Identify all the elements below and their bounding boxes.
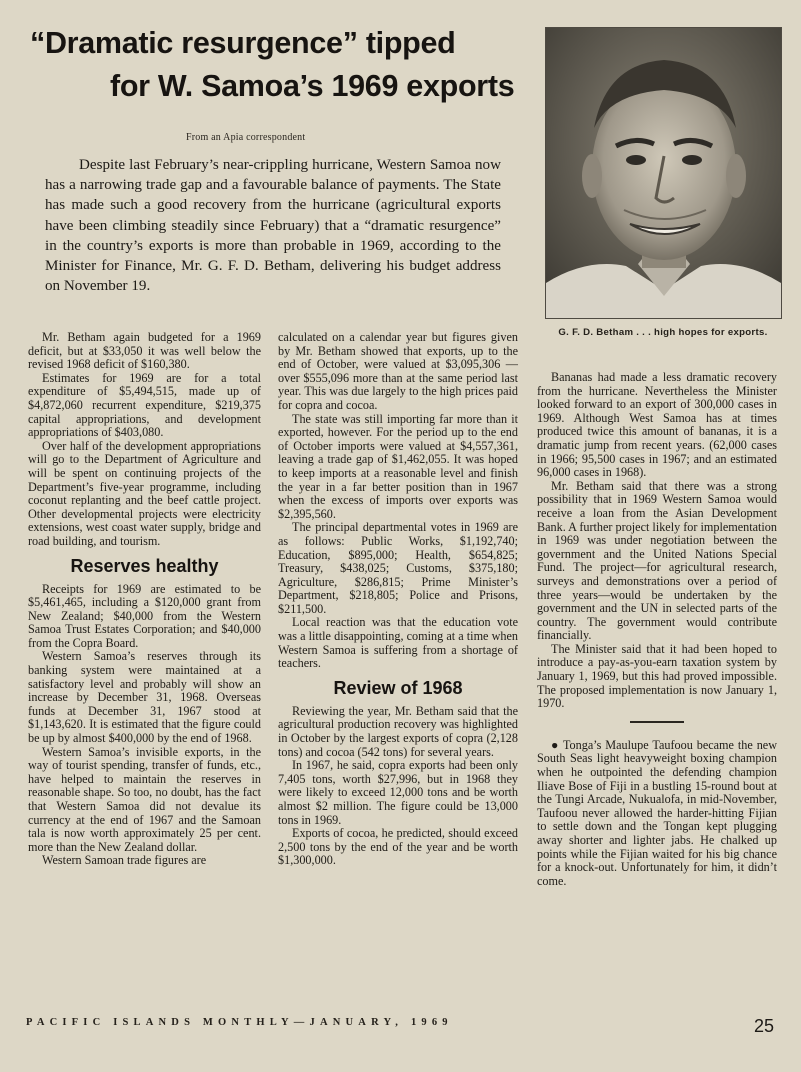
- paragraph: Mr. Betham said that there was a strong possibility that in 1969 Western Samoa would receive a loan from the Asian Development Bank. A further project likely for implementation in 1969 was under negotiation between the government and the United Nations Special Fund. The project—for agricultural research, surveys and demonstrations over a period of three years—would be undertaken by the government and the UN in selected parts of the country. The government would contribute financially.: [537, 478, 777, 643]
- paragraph: Mr. Betham again budgeted for a 1969 deficit, but at $33,050 it was well below the revised 1968 deficit of $160,380.: [28, 330, 261, 372]
- headline: [28, 22, 528, 108]
- page-number: 25: [754, 1016, 775, 1036]
- paragraph: The Minister said that it had been hoped to introduce a pay-as-you-earn taxation system by January 1, 1969, but this had proved impossible. The proposed implementation is now January 1, 1970.: [537, 641, 777, 711]
- running-footer: PACIFIC ISLANDS MONTHLY—JANUARY, 1969: [26, 1017, 453, 1028]
- paragraph: The state was still importing far more than it exported, however. For the period up to the end of October imports were valued at $4,557,361, leaving a trade gap of $1,462,055. It was hoped to keep imports at a reasonable level and finish the year in a far better position than in 1967 when the excess of imports over exports was $2,395,560.: [278, 411, 518, 521]
- paragraph: calculated on a calendar year but figures given by Mr. Betham showed that exports, up to the end of October, were valued at $3,095,306 —over $555,096 more than at the same period last year. This was due largely to the high prices paid for copra and cocoa.: [278, 330, 518, 412]
- paragraph: Western Samoa’s invisible exports, in the way of tourist spending, transfer of funds, etc., have helped to maintain the reserves in reasonable shape. So too, no doubt, has the fact that Western Samoa did not devalue its currency at the end of 1967 and the Samoan tala is now worth approximately 25 per cent. more than the New Zealand dollar.: [28, 744, 261, 854]
- portrait-image: [546, 28, 781, 318]
- paragraph: Estimates for 1969 are for a total expenditure of $5,494,515, made up of $4,872,060 recurrent expenditure, $219,375 capital appropriations, and development appropriations of $403,080.: [28, 370, 261, 440]
- paragraph: Receipts for 1969 are estimated to be $5,461,465, including a $120,000 grant from New Zealand; $40,000 from the Western Samoa Trust Estates Corporation; and $40,000 from the Copra Board.: [28, 581, 261, 650]
- paragraph: Local reaction was that the education vote was a little disappointing, coming at a time when Western Samoa is suffering from a shortage of teachers.: [278, 615, 518, 671]
- paragraph: Western Samoan trade figures are: [42, 853, 207, 868]
- byline: From an Apia correspondent: [186, 132, 306, 143]
- news-brief-tonga-boxing: ● Tonga’s Maulupe Taufoou became the new South Seas light heavyweight boxing champion when he outpointed the defending champion Iliave Bose of Fiji in a bustling 15-round bout at the Tungi Arcade, Nukualofa, in mid-November, Taufoou never allowed the harder-hitting Fijian to settle down and the Tongan kept plugging away shorter and lighter jabs. He chalked up points while the Fijian waited for his big chance for a knock-out. Unfortunately for him, it didn’t come.: [537, 737, 777, 888]
- lede-paragraph: [45, 155, 501, 296]
- headline-line-1: “Dramatic resurgence” tipped: [30, 26, 456, 60]
- paragraph: The principal departmental votes in 1969 are as follows: Public Works, $1,192,740; Education, $895,000; Health, $654,825; Treasury, $438,025; Customs, $375,180; Agriculture, $286,815; Prime Minister’s Department, $218,805; Police and Prisons, $211,500.: [278, 520, 518, 616]
- article-column-1: [28, 331, 261, 868]
- subhead-reserves-healthy: Reserves healthy: [70, 555, 219, 576]
- lede-text: Despite last February’s near-crippling hurricane, Western Samoa now has a narrowing trade gap and a favourable balance of payments. The State has made such a good recovery from the hurricane (agricultural exports have been climbing steadily since February) that a “dramatic resurgence” in the country’s exports is more than probable in 1969, according to the Minister for Finance, Mr. G. F. D. Betham, delivering his budget address on November 19.: [45, 157, 501, 295]
- subhead-review-of-1968: Review of 1968: [333, 677, 463, 698]
- paragraph: Bananas had made a less dramatic recovery from the hurricane. Nevertheless the Minister looked forward to an export of 300,000 cases in 1969. Although West Samoa has at times produced twice this amount of bananas, it is a dramatic jump from recent years. (62,000 cases in 1966; 95,500 cases in 1967; and an estimated 96,000 cases in 1968).: [537, 370, 777, 480]
- paragraph: Reviewing the year, Mr. Betham said that the agricultural production recovery was highlighted in October by the largest exports of copra (2,128 tons) and cocoa (542 tons) for several years.: [278, 703, 518, 759]
- paragraph: Western Samoa’s reserves through its banking system were maintained at a satisfactory level and probably will show an increase by December 31, 1968. Overseas funds at December 31, 1967 stood at $1,143,620. It is estimated that the figure could be up by almost $400,000 by the end of 1968.: [28, 649, 261, 746]
- headline-line-2: for W. Samoa’s 1969 exports: [110, 69, 515, 103]
- paragraph: In 1967, he said, copra exports had been only 7,405 tons, worth $27,996, but in 1968 they were likely to exceed 12,000 tons and be worth almost $2 million. The figure could be 13,000 tons in 1969.: [278, 758, 518, 827]
- paragraph: Over half of the development appropriations will go to the Department of Agriculture and will be spent on continuing projects of the Department’s five-year programme, including coconut replanting and the beef cattle project. Other developmental projects were electricity extensions, west coast water supply, bridge and road building, and tourism.: [28, 438, 261, 548]
- article-column-3: [537, 371, 777, 888]
- photo-caption: G. F. D. Betham . . . high hopes for exports.: [558, 327, 768, 338]
- article-column-2: [278, 331, 518, 868]
- paragraph: Exports of cocoa, he predicted, should exceed 2,500 tons by the end of the year and be worth $1,300,000.: [278, 826, 518, 868]
- portrait-photo: [545, 27, 782, 319]
- section-divider: [630, 721, 684, 723]
